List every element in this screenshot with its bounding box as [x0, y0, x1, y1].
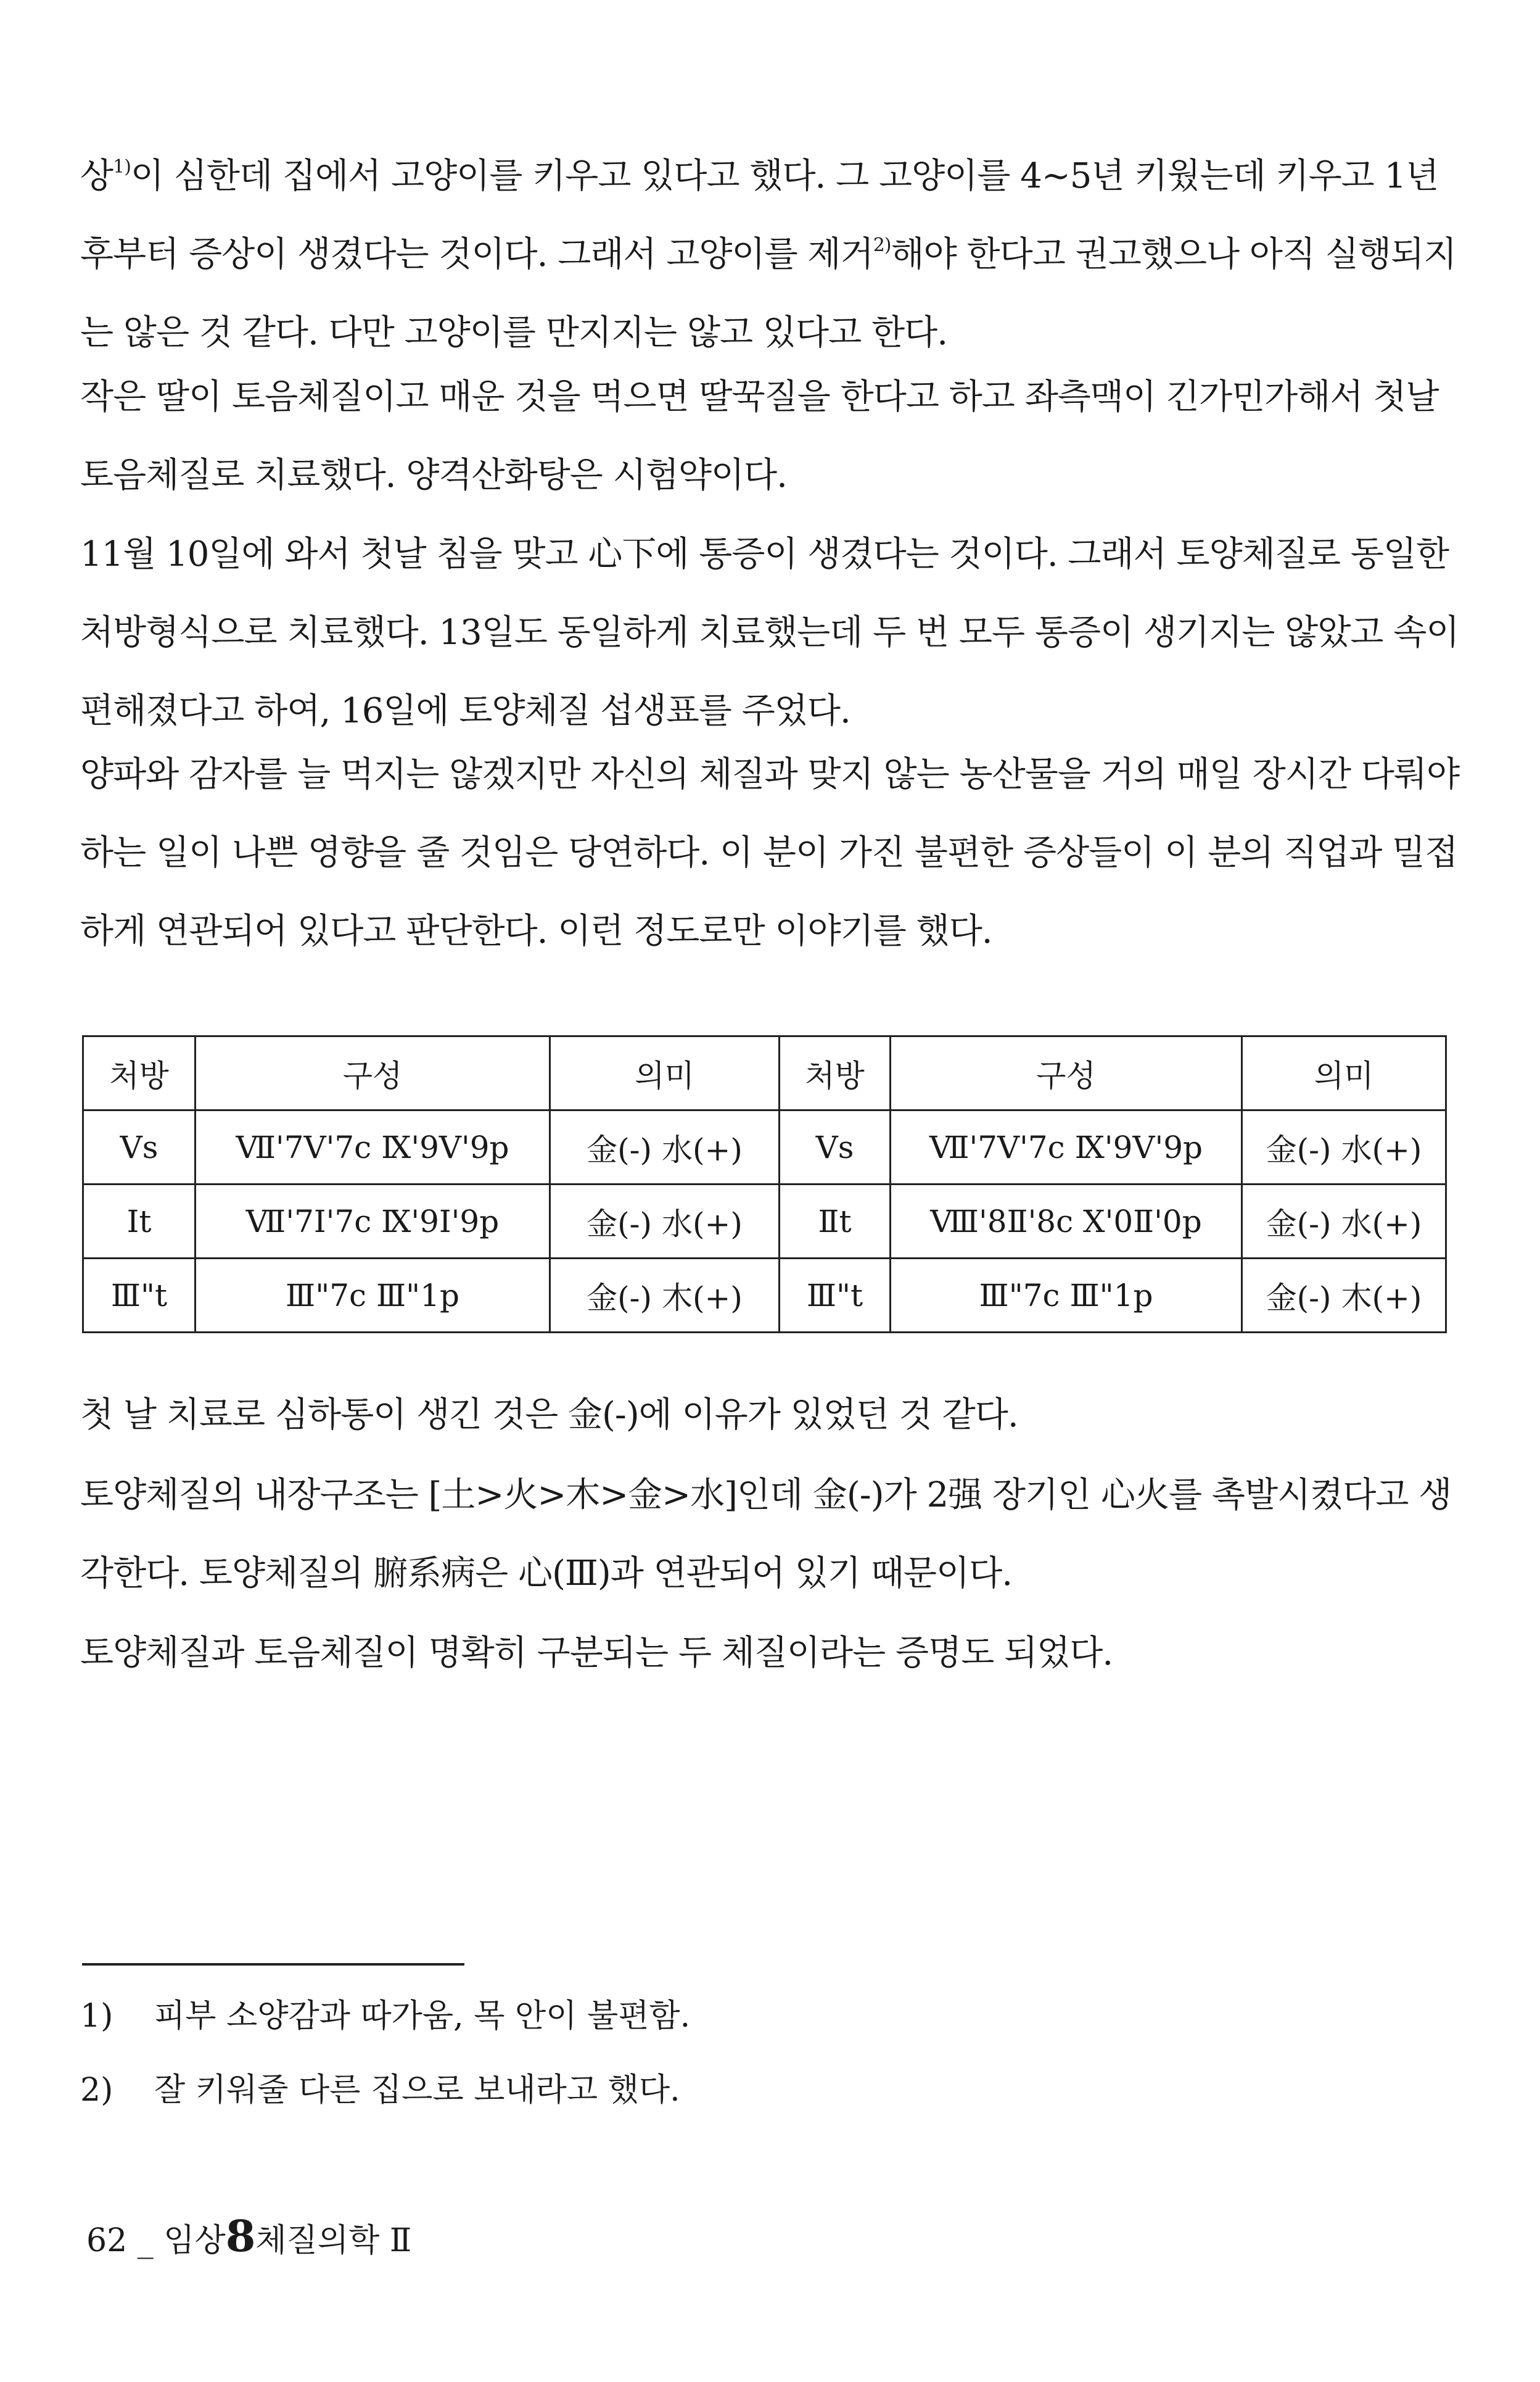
header-cell: 처방 — [83, 1036, 196, 1110]
footer-eight: 8 — [225, 2210, 256, 2262]
footnote-text: 피부 소양감과 따가움, 목 안이 불편함. — [154, 1998, 691, 2035]
footnote-ref-2[interactable]: 2) — [873, 234, 891, 256]
page-footer — [86, 2212, 411, 2265]
header-cell: 처방 — [780, 1036, 891, 1110]
footer-prefix: 임상 — [163, 2222, 226, 2259]
header-cell: 의미 — [1242, 1036, 1446, 1110]
table-cell: Ⅲ"t — [83, 1259, 196, 1333]
footnote-ref-1[interactable]: 1) — [113, 156, 131, 178]
table-cell: 金(-) 水(+) — [550, 1110, 780, 1185]
table-cell: 金(-) 木(+) — [1242, 1259, 1446, 1333]
footnote-1 — [80, 1991, 690, 2041]
paragraph-7: 토양체질과 토음체질이 명확히 구분되는 두 체질이라는 증명도 되었다. — [80, 1633, 1113, 1673]
paragraph-2: 작은 딸이 토음체질이고 매운 것을 먹으면 딸꾹질을 한다고 하고 좌측맥이 긴가민가해서 첫날 토음체질로 치료했다. 양격산화탕은 시험약이다. — [80, 377, 1439, 495]
footnote-divider — [82, 1963, 464, 1966]
table-cell: Ⅷ'8Ⅱ'8c Ⅹ'0Ⅱ'0p — [891, 1185, 1242, 1259]
table-row — [83, 1110, 1446, 1185]
table-cell: It — [83, 1185, 196, 1259]
table-cell: Ⅶ'7Ⅰ'7c Ⅸ'9Ⅰ'9p — [196, 1185, 550, 1259]
book-title: 체질의학 Ⅱ — [255, 2222, 412, 2259]
table-cell: 金(-) 木(+) — [550, 1259, 780, 1333]
table-row — [83, 1185, 1446, 1259]
table-cell: Ⅶ'7Ⅴ'7c Ⅸ'9Ⅴ'9p — [196, 1110, 550, 1185]
table-cell: Ⅲ"t — [780, 1259, 891, 1333]
text-run: 이 심한데 집에서 고양이를 키우고 있다고 했다. 그 고양이를 4~5년 키웠는데 키우고 1년 후부터 증상이 생겼다는 것이다. 그래서 고양이를 제거 — [80, 156, 1439, 275]
table-cell: Ⅲ"7c Ⅲ"1p — [196, 1259, 550, 1333]
paragraph-3: 11월 10일에 와서 첫날 침을 맞고 心下에 통증이 생겼다는 것이다. 그래서 토양체질로 동일한 처방형식으로 치료했다. 13일도 동일하게 치료했는데 두 번 모두 통증이 생기지는 않았고 속이 편해졌다고 하여, 16일에 토양체질 섭생표를 주었다. — [80, 534, 1459, 731]
prescription-table — [82, 1035, 1447, 1333]
table-cell: Vs — [83, 1110, 196, 1185]
paragraph-1 — [80, 137, 1462, 372]
table-cell: 金(-) 水(+) — [1242, 1185, 1446, 1259]
table-header-row — [83, 1036, 1446, 1110]
header-cell: 의미 — [550, 1036, 780, 1110]
footnote-2 — [80, 2066, 680, 2115]
table-cell: 金(-) 水(+) — [550, 1185, 780, 1259]
table-cell: Ⅱt — [780, 1185, 891, 1259]
text-run: 상 — [80, 156, 113, 196]
paragraph-5: 첫 날 치료로 심하통이 생긴 것은 金(-)에 이유가 있었던 것 같다. — [80, 1395, 1018, 1435]
header-cell: 구성 — [891, 1036, 1242, 1110]
table-cell: Ⅲ"7c Ⅲ"1p — [891, 1259, 1242, 1333]
table-row — [83, 1259, 1446, 1333]
text-run: 해야 한다고 권고했으나 아직 실행되지는 않은 것 같다. 다만 고양이를 만지지는 않고 있다고 한다. — [80, 234, 1457, 353]
table-cell: 金(-) 水(+) — [1242, 1110, 1446, 1185]
footnote-text: 잘 키워줄 다른 집으로 보내라고 했다. — [154, 2072, 680, 2109]
table-cell: Vs — [780, 1110, 891, 1185]
footer-separator: _ — [137, 2222, 154, 2259]
paragraph-6: 토양체질의 내장구조는 [土>火>木>金>水]인데 金(-)가 2强 장기인 心火를 촉발시켰다고 생각한다. 토양체질의 腑系病은 心(Ⅲ)과 연관되어 있기 때문이다. — [80, 1475, 1452, 1594]
page-number: 62 — [86, 2222, 128, 2259]
table-cell: Ⅶ'7Ⅴ'7c Ⅸ'9Ⅴ'9p — [891, 1110, 1242, 1185]
footnote-number: 1) — [80, 1998, 113, 2035]
footnote-number: 2) — [80, 2072, 113, 2109]
header-cell: 구성 — [196, 1036, 550, 1110]
paragraph-4: 양파와 감자를 늘 먹지는 않겠지만 자신의 체질과 맞지 않는 농산물을 거의 매일 장시간 다뤄야 하는 일이 나쁜 영향을 줄 것임은 당연하다. 이 분이 가진 불편한 증상들이 이 분의 직업과 밀접하게 연관되어 있다고 판단한다. 이런 정도로만 이야기를 했다. — [80, 755, 1460, 951]
